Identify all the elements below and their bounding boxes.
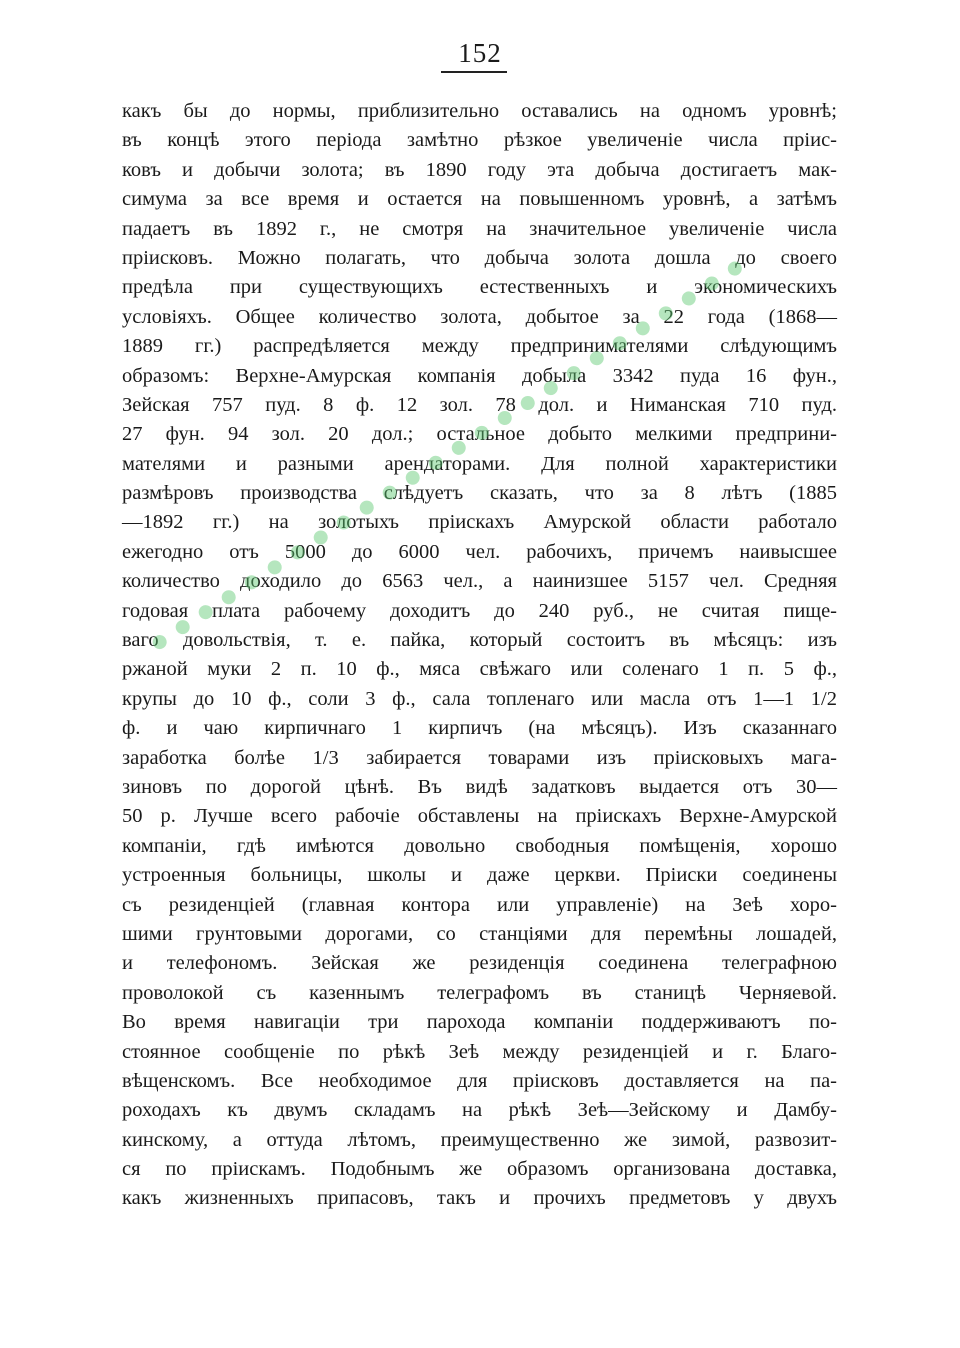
text-line: заработка болѣе 1/3 забирается товарами изъ пріисковыхъ мага-: [122, 746, 837, 769]
text-line: Зейская 757 пуд. 8 ф. 12 зол. 78 дол. и Ниманская 710 пуд.: [122, 393, 837, 416]
text-line: ваго довольствія, т. е. пайка, который состоитъ въ мѣсяцъ: изъ: [122, 629, 837, 652]
text-line: 27 фун. 94 зол. 20 дол.; остальное добыто мелкими предприни-: [122, 423, 837, 446]
text-line: 50 р. Лучше всего рабочіе обставлены на пріискахъ Верхне-Амурской: [122, 805, 837, 828]
text-line: ежегодно отъ 5000 до 6000 чел. рабочихъ, причемъ наивысшее: [122, 540, 837, 563]
text-line: компаніи, гдѣ имѣются довольно свободныя помѣщенія, хорошо: [122, 834, 837, 857]
text-line: ковъ и добычи золота; въ 1890 году эта добыча достигаетъ мак-: [122, 158, 837, 181]
text-line: пріисковъ. Можно полагать, что добыча золота дошла до своего: [122, 246, 837, 269]
text-line: роходахъ къ двумъ складамъ на рѣкѣ Зеѣ—Зейскому и Дамбу-: [122, 1099, 837, 1122]
text-line: размѣровъ производства слѣдуетъ сказать, что за 8 лѣтъ (1885: [122, 482, 837, 505]
text-line: зиновъ по дорогой цѣнѣ. Въ видѣ задатковъ выдается отъ 30—: [122, 775, 837, 798]
text-line: условіяхъ. Общее количество золота, добытое за 22 года (1868—: [122, 305, 837, 328]
text-line: количество доходило до 6563 чел., а наинизшее 5157 чел. Средняя: [122, 570, 837, 593]
text-line: какъ жизненныхъ припасовъ, такъ и прочихъ предметовъ у двухъ: [122, 1187, 837, 1210]
text-line: съ резиденціей (главная контора или управленіе) на Зеѣ хоро-: [122, 893, 837, 916]
text-line: ржаной муки 2 п. 10 ф., мяса свѣжаго или соленаго 1 п. 5 ф.,: [122, 658, 837, 681]
text-line: и телефономъ. Зейская же резиденція соединена телеграфною: [122, 952, 837, 975]
text-line: стоянное сообщеніе по рѣкѣ Зеѣ между резиденціей и г. Благо-: [122, 1040, 837, 1063]
text-line: въ концѣ этого періода замѣтно рѣзкое увеличеніе числа пріис-: [122, 129, 837, 152]
page-number-rule: [441, 71, 507, 73]
text-line: шими грунтовыми дорогами, со станціями для перемѣны лошадей,: [122, 922, 837, 945]
text-line: предѣла при существующихъ естественныхъ и экономическихъ: [122, 276, 837, 299]
text-line: кинскому, а оттуда лѣтомъ, преимущественно же зимой, развозит-: [122, 1128, 837, 1151]
text-line: устроенныя больницы, школы и даже церкви. Пріиски соединены: [122, 864, 837, 887]
text-line: —1892 гг.) на золотыхъ пріискахъ Амурской области работало: [122, 511, 837, 534]
text-line: годовая плата рабочему доходитъ до 240 руб., не считая пище-: [122, 599, 837, 622]
text-line: мателями и разными арендаторами. Для полной характеристики: [122, 452, 837, 475]
page-number: 152: [458, 38, 502, 68]
text-line: образомъ: Верхне-Амурская компанія добыла 3342 пуда 16 фун.,: [122, 364, 837, 387]
text-line: падаетъ въ 1892 г., не смотря на значительное увеличеніе числа: [122, 217, 837, 240]
text-line: проволокой съ казеннымъ телеграфомъ въ станицѣ Черняевой.: [122, 981, 837, 1004]
text-line: симума за все время и остается на повышенномъ уровнѣ, а затѣмъ: [122, 188, 837, 211]
text-line: какъ бы до нормы, приблизительно оставались на одномъ уровнѣ;: [122, 100, 837, 122]
text-line: 1889 гг.) распредѣляется между предпринимателями слѣдующимъ: [122, 335, 837, 358]
text-line: ся по пріискамъ. Подобнымъ же образомъ организована доставка,: [122, 1158, 837, 1181]
text-line: ф. и чаю кирпичнаго 1 кирпичъ (на мѣсяцъ). Изъ сказаннаго: [122, 717, 837, 740]
text-line: вѣщенскомъ. Все необходимое для пріисковъ доставляется на па-: [122, 1069, 837, 1092]
text-line: Во время навигаціи три парохода компаніи поддерживаютъ по-: [122, 1011, 837, 1034]
text-line: крупы до 10 ф., соли 3 ф., сала топленаго или масла отъ 1—1 1/2: [122, 687, 837, 710]
